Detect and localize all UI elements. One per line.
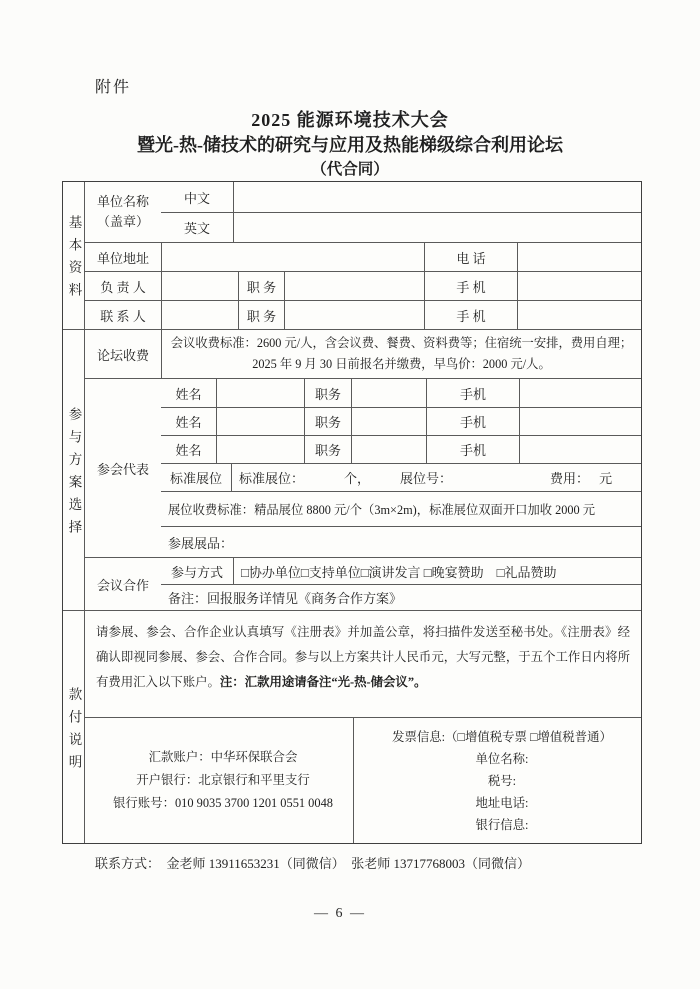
document-title: 2025 能源环境技术大会 [251, 110, 449, 130]
delegate-row-3 [161, 435, 641, 463]
job-label: 职务 [304, 436, 351, 463]
section-basic-info-label-cell [63, 182, 85, 329]
contact-label: 联 系 人 [100, 308, 146, 324]
section-participation-label-cell [63, 330, 85, 610]
job-field [351, 379, 426, 407]
exhibits-row [161, 526, 641, 557]
bank-account-line: 银行账号：010 9035 3700 1201 0551 0048 [113, 796, 333, 810]
job-label: 职务 [304, 408, 351, 435]
name-label: 姓名 [175, 415, 202, 430]
mode-options: □协办单位□支持单位□演讲发言 □晚宴赞助 □礼品赞助 [233, 558, 641, 584]
section-participation-plan [63, 329, 641, 610]
booth-detail: 标准展位： 个， 展位号： 费用： 元 [231, 464, 641, 491]
address-row [85, 242, 641, 271]
name-field [216, 408, 304, 435]
exhibits-label: 参展展品： [168, 535, 234, 551]
section-payment-label-cell [63, 611, 85, 843]
principal-label: 负 责 人 [100, 279, 146, 295]
mode-label: 参与方式 [170, 564, 223, 580]
payment-note-bold: 注：汇款用途请备注“光-热-储会议”。 [219, 675, 427, 689]
contact-row [85, 300, 641, 329]
address-field [161, 243, 424, 271]
cooperation-group [85, 557, 641, 610]
delegate-row-2 [161, 407, 641, 435]
footer-contact: 联系方式： 金老师 13911653231（同微信） 张老师 13717768003（同微信） [95, 856, 531, 871]
name-label: 姓名 [175, 386, 202, 402]
chinese-name-field [233, 182, 641, 212]
contact-title-label: 职 务 [238, 301, 284, 329]
phone-label: 电 话 [424, 243, 517, 271]
bank-name-line: 开户银行：北京银行和平里支行 [136, 773, 310, 787]
section-basic-info-label: 基本资料 [66, 215, 82, 305]
job-field [351, 436, 426, 463]
contact-title-field [284, 301, 424, 329]
cooperation-label: 会议合作 [96, 577, 149, 593]
forum-fee-label: 论坛收费 [96, 347, 149, 363]
booth-label: 标准展位 [169, 471, 222, 486]
remit-account-line: 汇款账户：中华环保联合会 [148, 750, 298, 764]
principal-field [161, 272, 238, 300]
mobile-field [519, 408, 641, 435]
document-subtitle: 暨光-热-储技术的研究与应用及热能梯级综合利用论坛 [137, 135, 563, 155]
english-name-label: 英文 [183, 221, 210, 236]
address-label: 单位地址 [96, 250, 149, 266]
chinese-name-label: 中文 [183, 190, 210, 206]
invoice-info-block [353, 718, 641, 843]
section-basic-info [63, 182, 641, 329]
payment-instructions: 请参展、参会、合作企业认真填写《注册表》并加盖公章，将扫描件发送至秘书处。《注册表》经确认即视同参展、参会、合作合同。参与以上方案共计人民币元，大写元整，于五个工作日内将所有费用汇入以下账户。注：汇款用途请备注“光-热-储会议”。 [96, 625, 630, 689]
invoice-unit-line: 单位名称: [475, 751, 529, 766]
delegates-label: 参会代表 [96, 461, 149, 477]
delegates-group [85, 378, 641, 557]
contact-field [161, 301, 238, 329]
cooperation-note-row [161, 584, 641, 610]
phone-field [517, 243, 641, 271]
job-field [351, 408, 426, 435]
mobile-label: 手机 [426, 408, 519, 435]
principal-mobile-field [517, 272, 641, 300]
remittance-account-block [85, 718, 353, 843]
invoice-bank-line: 银行信息: [475, 817, 529, 832]
contact-mobile-label: 手 机 [424, 301, 517, 329]
page-number: — 6 — [314, 906, 366, 921]
principal-mobile-label: 手 机 [424, 272, 517, 300]
section-participation-label: 参与方案选择 [66, 407, 82, 542]
mobile-label: 手机 [426, 436, 519, 463]
mobile-field [519, 379, 641, 407]
payment-instructions-row [85, 611, 641, 717]
principal-title-label: 职 务 [238, 272, 284, 300]
invoice-taxid-line: 税号: [487, 773, 517, 788]
delegate-row-1 [161, 379, 641, 407]
unit-name-group [85, 182, 641, 242]
attachment-label: 附件 [95, 79, 132, 96]
principal-row [85, 271, 641, 300]
cooperation-note: 备注：回报服务详情见《商务合作方案》 [168, 591, 403, 606]
forum-fee-text: 会议收费标准：2600 元/人，含会议费、餐费、资料费等；住宿统一安排，费用自理； 2025 年 9 月 30 日前报名并缴费，早鸟价：2000 元/人。 [161, 330, 641, 378]
booth-row [161, 463, 641, 491]
mobile-label: 手机 [426, 379, 519, 407]
booth-fee-text: 展位收费标准：精品展位 8800 元/个（3m×2m)，标准展位双面开口加收 2000 元 [168, 503, 596, 517]
contact-mobile-field [517, 301, 641, 329]
unit-name-label-cell: 单位名称 （盖章） [96, 194, 149, 229]
name-field [216, 379, 304, 407]
mobile-field [519, 436, 641, 463]
section-payment-label: 款付说明 [66, 686, 82, 777]
principal-title-field [284, 272, 424, 300]
bank-invoice-row [85, 717, 641, 843]
name-label: 姓名 [175, 443, 202, 458]
section-payment-info [63, 610, 641, 843]
booth-fee-row [161, 491, 641, 526]
registration-form-table [62, 181, 642, 844]
forum-fee-row [85, 330, 641, 378]
participation-mode-row [161, 558, 641, 584]
job-label: 职务 [304, 379, 351, 407]
english-name-field [233, 213, 641, 242]
invoice-type-line: 发票信息:（□增值税专票 □增值税普通） [392, 729, 612, 744]
invoice-address-line: 地址电话: [475, 795, 529, 810]
contract-note: （代合同） [311, 161, 389, 178]
name-field [216, 436, 304, 463]
